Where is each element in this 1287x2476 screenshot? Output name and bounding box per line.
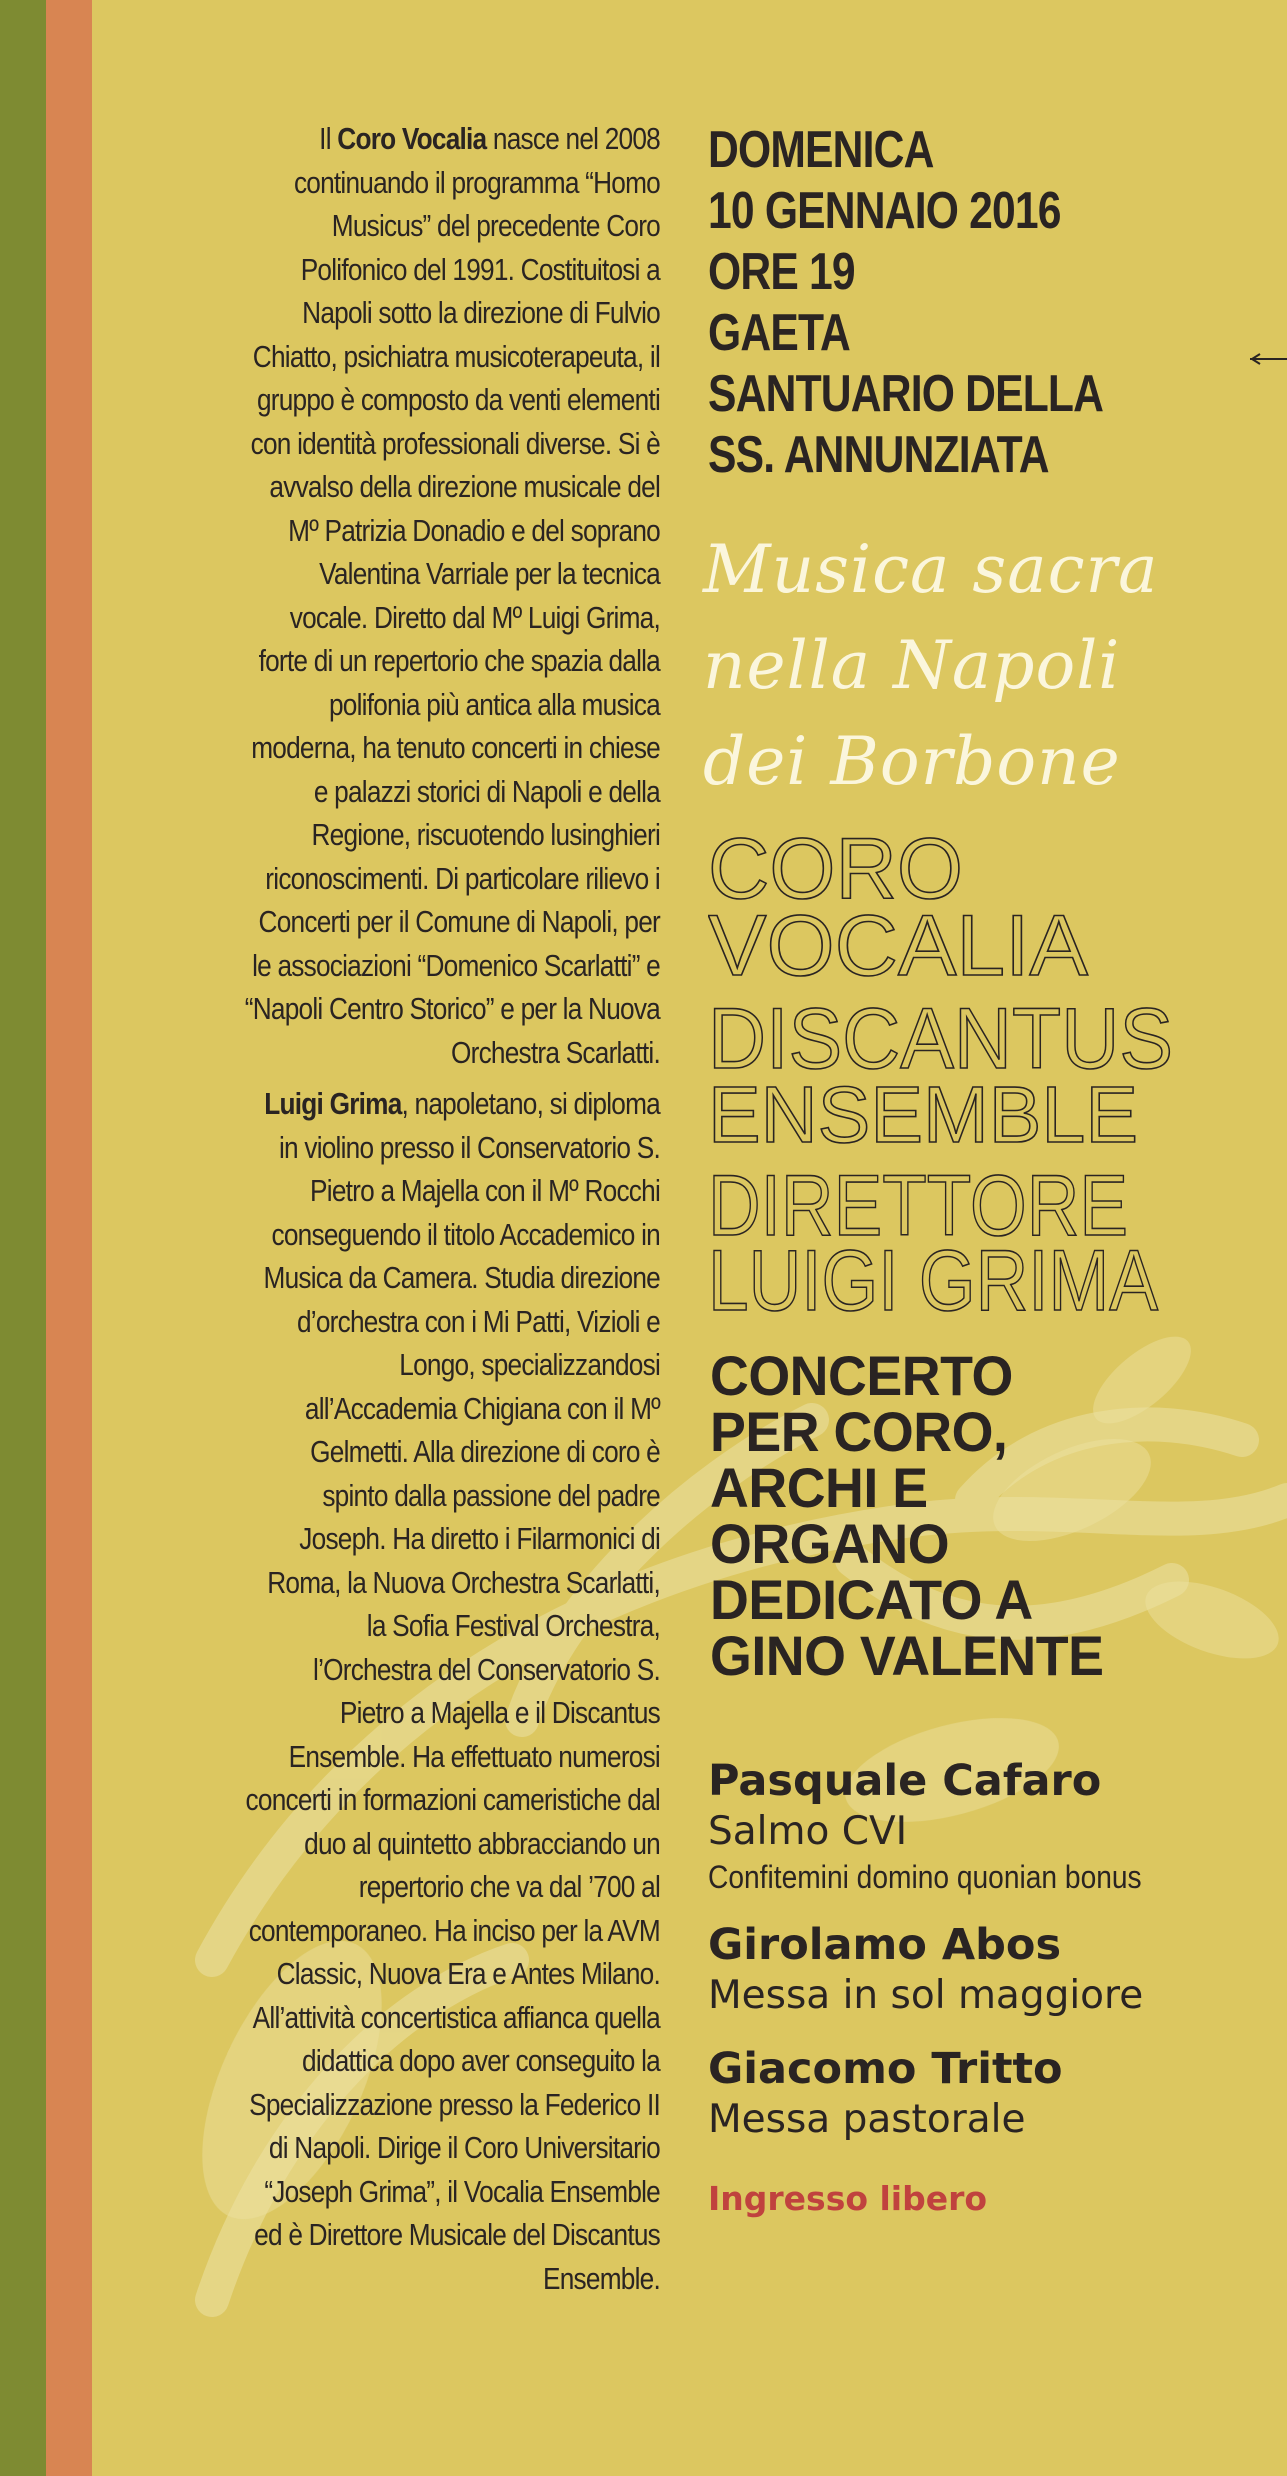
concert-line-5: DEDICATO A	[710, 1568, 1033, 1631]
work-2: Messa in sol maggiore	[708, 1973, 1144, 2018]
grima-bio-text: , napoletano, si diploma in violino presso il Conservatorio S. Pietro a Majella con il Mº Rocchi conseguendo il titolo Accademico in Musica da Camera. Studia direzione d’orchestra con i Mi Patti, Vizioli e Longo, specializzandosi all’Accademia Chigiana con il Mº Gelmetti. Alla direzione di coro è spinto dalla passione del padre Joseph. Ha diretto i Filarmonici di Roma, la Nuova Orchestra Scarlatti, la Sofia Festival Orchestra, l’Orchestra del Conservatorio S. Pietro a Majella e il Discantus Ensemble. Ha effettuato numerosi concerti in formazioni cameristiche dal duo al quintetto abbracciando un repertorio che va dal ’700 al contemporaneo. Ha inciso per la AVM Classic, Nuova Era e Antes Milano. All’attività concertistica affianca quella didattica dopo aver conseguito la Specializzazione presso la Federico II di Napoli. Dirige il Coro Universitario “Joseph Grima”, il Vocalia Ensemble ed è Direttore Musicale del Discantus Ensemble.	[245, 1087, 660, 2296]
concert-line-3: ARCHI E	[710, 1456, 928, 1519]
coro-name: Coro Vocalia	[337, 122, 487, 156]
event-details	[708, 120, 1268, 486]
orange-stripe	[46, 0, 92, 2476]
concert-line-4: ORGANO	[710, 1512, 950, 1575]
coro-bio-text: nasce nel 2008 continuando il programma “Homo Musicus” del precedente Coro Polifonico del 1991. Costituitosi a Napoli sotto la direzione di Fulvio Chiatto, psichiatra musicoterapeuta, il gruppo è composto da venti elementi con identità professionali diverse. Si è avvalso della direzione musicale del Mº Patrizia Donadio e del soprano Valentina Varriale per la tecnica vocale. Diretto dal Mº Luigi Grima, forte di un repertorio che spazia dalla polifonia più antica alla musica moderna, ha tenuto concerti in chiese e palazzi storici di Napoli e della Regione, riscuotendo lusinghieri riconoscimenti. Di particolare rilievo i Concerti per il Comune di Napoli, per le associazioni “Domenico Scarlatti” e “Napoli Centro Storico” e per la Nuova Orchestra Scarlatti.	[244, 122, 660, 1070]
event-venue-2: SS. ANNUNZIATA	[708, 426, 1049, 484]
biography-column	[243, 118, 660, 2309]
outline-title-svg	[708, 820, 1268, 1320]
outline-ensemble: ENSEMBLE	[708, 1070, 1138, 1159]
work-1: Salmo CVI	[708, 1809, 908, 1854]
event-venue-1: SANTUARIO DELLA	[708, 365, 1104, 423]
grima-name: Luigi Grima	[264, 1087, 402, 1121]
outline-vocalia: VOCALIA	[708, 898, 1089, 994]
outline-direttore: DIRETTORE	[708, 1158, 1128, 1254]
ensemble-outline-title	[708, 820, 1268, 1320]
outline-luigi-grima: LUIGI GRIMA	[708, 1233, 1159, 1320]
outline-discantus: DISCANTUS	[708, 991, 1173, 1087]
event-date: 10 GENNAIO 2016	[708, 182, 1061, 240]
composer-1: Pasquale Cafaro	[708, 1756, 1102, 1806]
composer-3: Giacomo Tritto	[708, 2044, 1063, 2094]
coro-bio	[243, 118, 660, 1075]
concert-line-1: CONCERTO	[710, 1344, 1013, 1407]
event-day: DOMENICA	[708, 121, 934, 179]
grima-bio	[243, 1083, 660, 2301]
outline-coro: CORO	[708, 821, 963, 917]
concert-line-6: GINO VALENTE	[710, 1624, 1104, 1687]
composer-2: Girolamo Abos	[708, 1920, 1062, 1970]
event-time: ORE 19	[708, 243, 855, 301]
green-stripe	[0, 0, 46, 2476]
free-entry-label: Ingresso libero	[708, 2179, 988, 2218]
script-title	[703, 522, 1283, 810]
concert-title	[710, 1344, 1270, 1687]
concert-program	[708, 1755, 1287, 2218]
event-city: GAETA	[708, 304, 850, 362]
work-1-subtitle: Confitemini domino quonian bonus	[708, 1859, 1142, 1895]
concert-line-2: PER CORO,	[710, 1400, 1008, 1463]
coro-bio-prefix: Il	[319, 122, 338, 156]
edge-arrow-mark	[1250, 352, 1287, 366]
script-title-line-3: dei Borbone	[703, 723, 1121, 800]
script-title-line-2: nella Napoli	[703, 627, 1121, 704]
work-3: Messa pastorale	[708, 2097, 1026, 2142]
script-title-line-1: Musica sacra	[703, 531, 1159, 608]
